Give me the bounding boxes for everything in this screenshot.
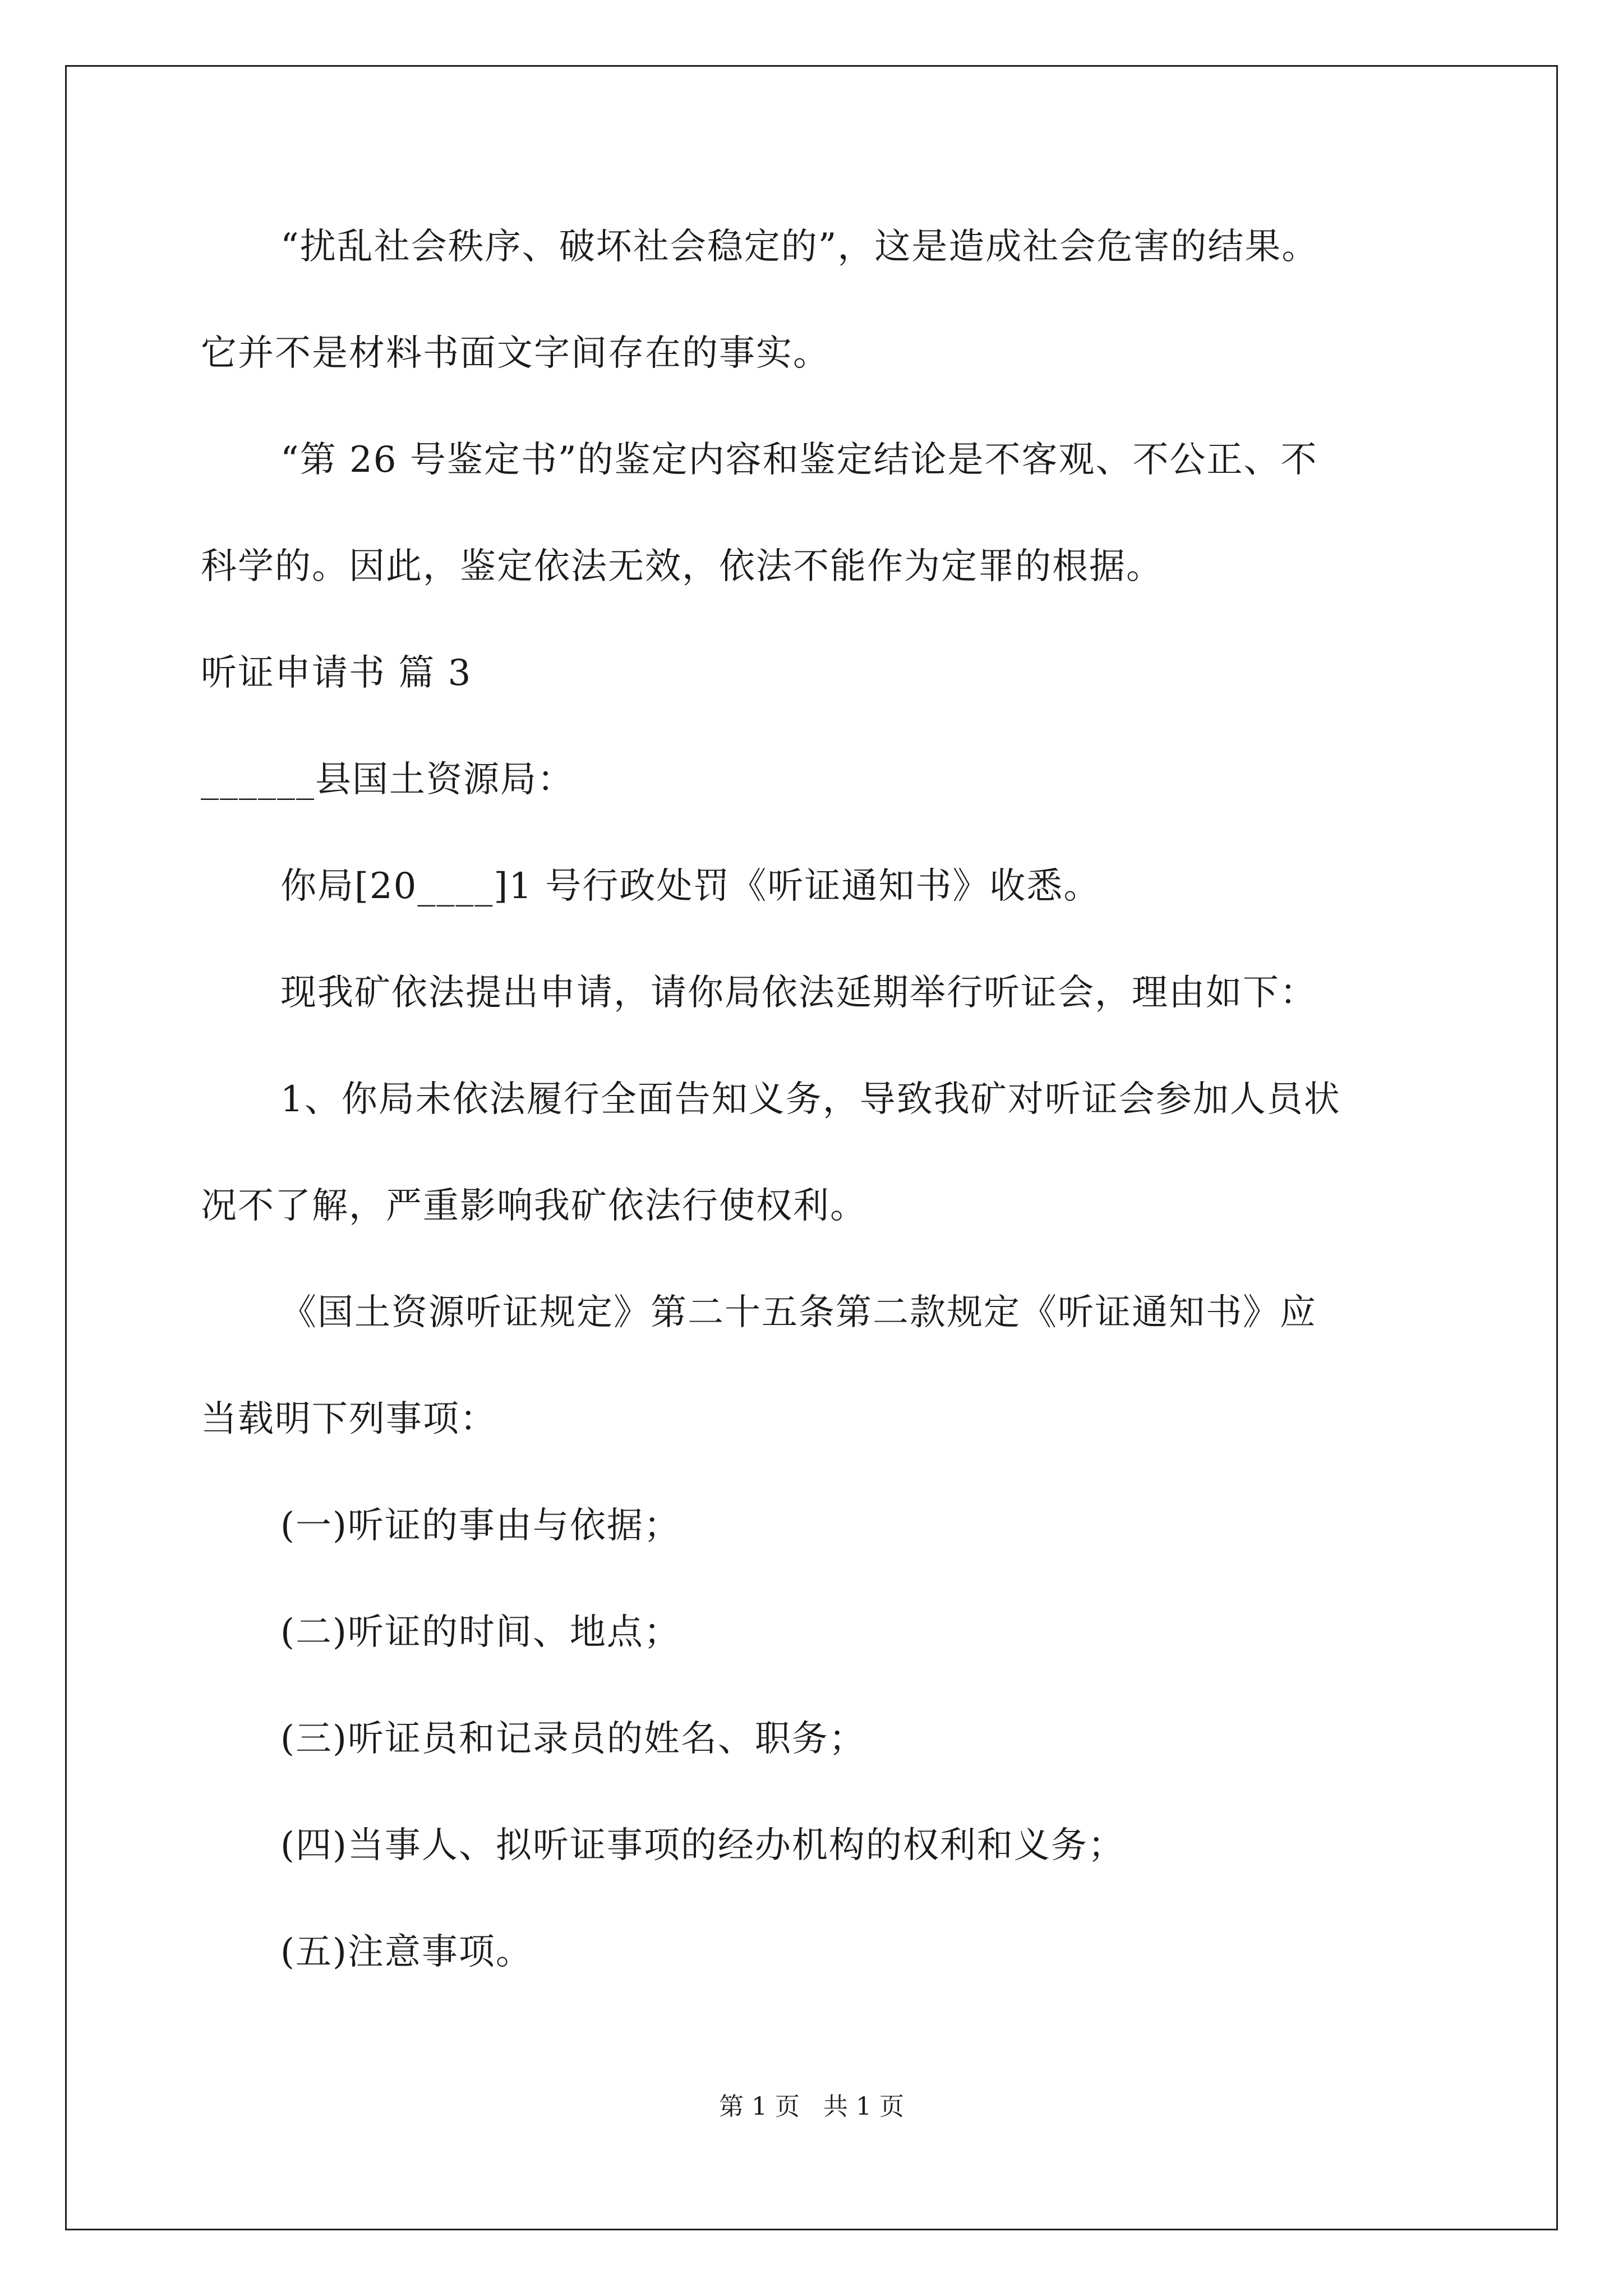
list-item: (四)当事人、拟听证事项的经办机构的权利和义务； (280, 1825, 1125, 1866)
addressee-line: ______县国土资源局： (201, 759, 574, 800)
list-item: (一)听证的事由与依据； (280, 1505, 681, 1547)
paragraph-line: 科学的。因此，鉴定依法无效，依法不能作为定罪的根据。 (201, 546, 1163, 587)
paragraph-line: 1、你局未依法履行全面告知义务，导致我矿对听证会参加人员状 (280, 1079, 1341, 1120)
paragraph-line: 况不了解，严重影响我矿依法行使权利。 (201, 1185, 867, 1227)
page-border (65, 65, 1558, 2230)
paragraph-line: 你局[20____]1 号行政处罚《听证通知书》收悉。 (280, 866, 1101, 907)
paragraph-line: 《国土资源听证规定》第二十五条第二款规定《听证通知书》应 (280, 1292, 1317, 1333)
list-item: (三)听证员和记录员的姓名、职务； (280, 1718, 866, 1760)
paragraph-line: “第 26 号鉴定书”的鉴定内容和鉴定结论是不客观、不公正、不 (280, 439, 1318, 481)
page-footer: 第 1 页 共 1 页 (719, 2092, 904, 2121)
section-heading: 听证申请书 篇 3 (201, 652, 472, 694)
paragraph-line: 现我矿依法提出申请，请你局依法延期举行听证会，理由如下： (280, 972, 1317, 1014)
list-item: (五)注意事项。 (280, 1931, 533, 1973)
list-item: (二)听证的时间、地点； (280, 1612, 681, 1653)
paragraph-line: “扰乱社会秩序、破坏社会稳定的”，这是造成社会危害的结果。 (280, 226, 1319, 268)
paragraph-line: 它并不是材料书面文字间存在的事实。 (201, 333, 830, 374)
paragraph-line: 当载明下列事项： (201, 1398, 497, 1440)
